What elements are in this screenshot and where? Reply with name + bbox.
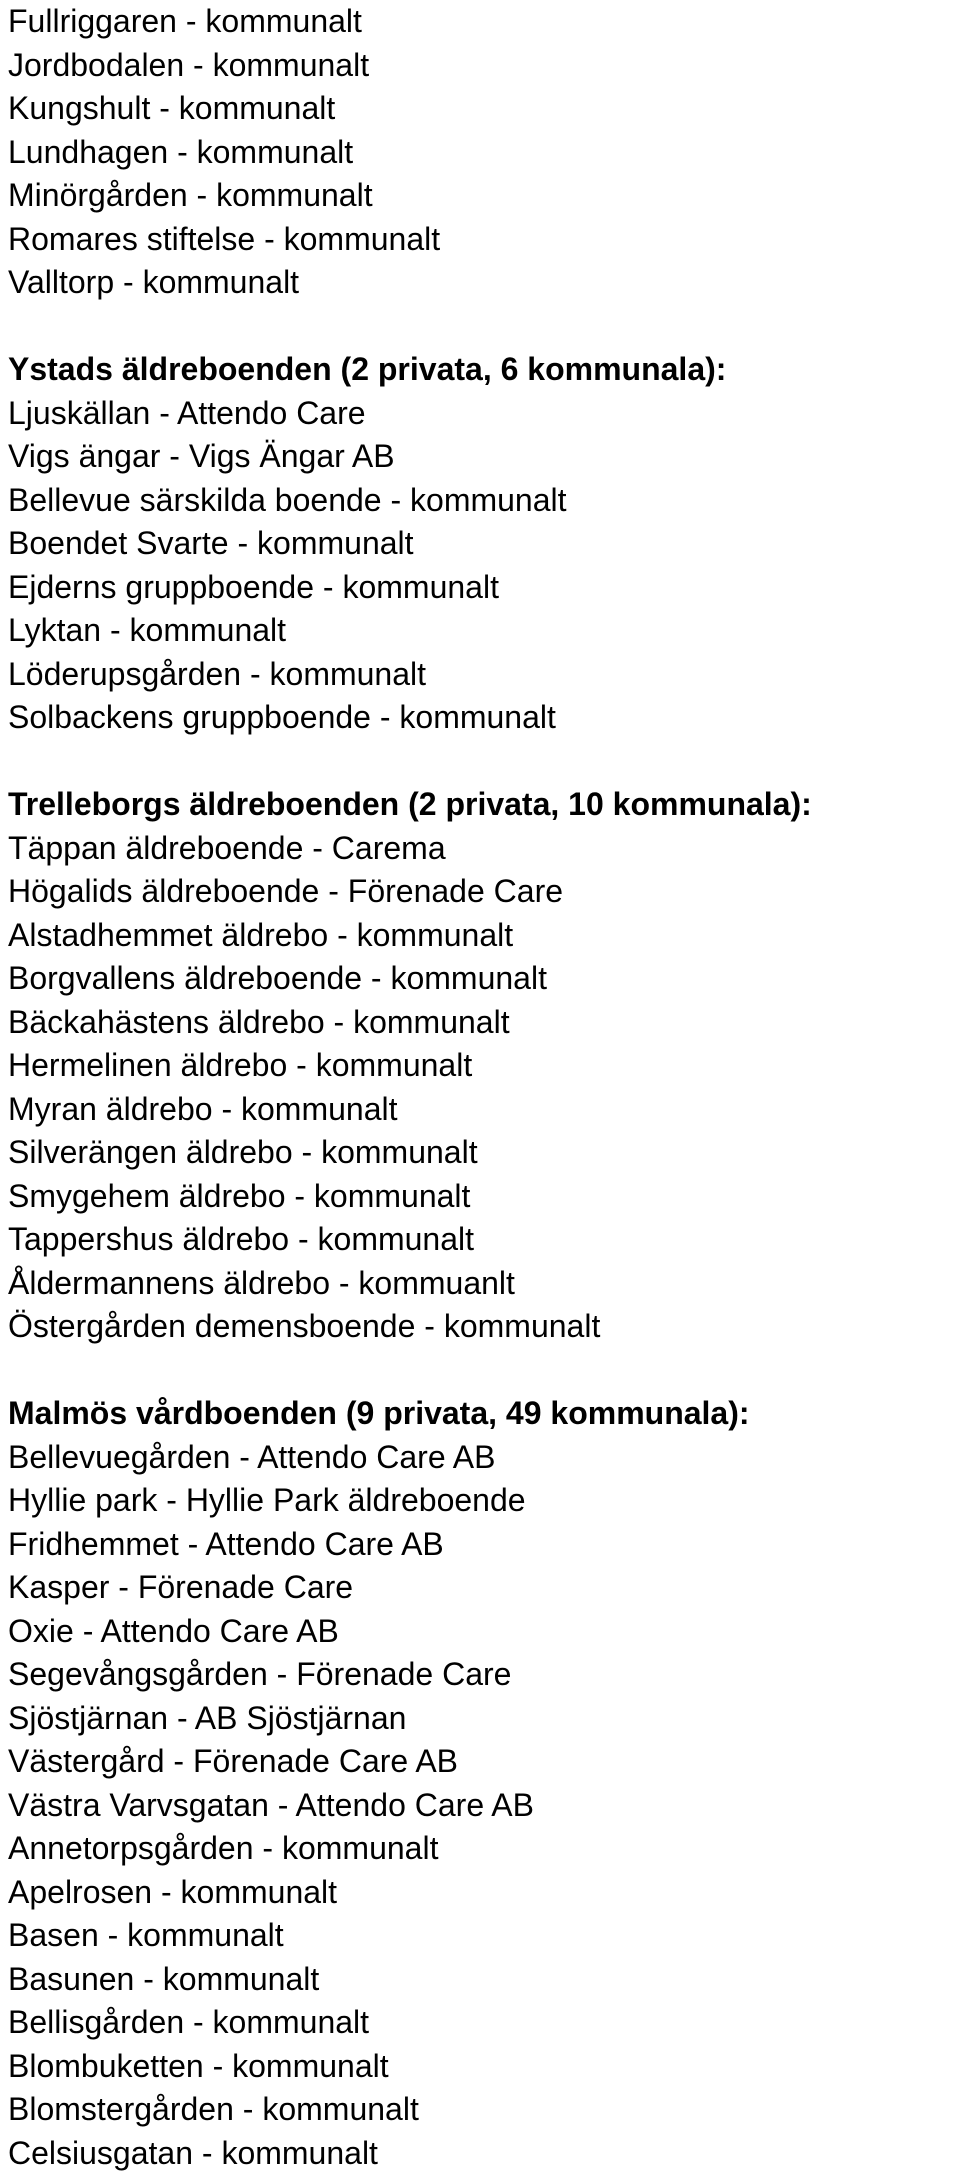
document-page: [8, 0, 953, 2175]
facility-list-item: Basunen - kommunalt: [8, 1960, 320, 1997]
facility-list-item: Fridhemmet - Attendo Care AB: [8, 1525, 444, 1562]
facility-list-item: Oxie - Attendo Care AB: [8, 1612, 339, 1649]
facility-list-item: Lyktan - kommunalt: [8, 612, 287, 648]
facility-list-item: Blomstergården - kommunalt: [8, 2091, 419, 2127]
facility-list-item: Blombuketten - kommunalt: [8, 2047, 389, 2084]
facility-list-item: Romares stiftelse - kommunalt: [8, 220, 441, 257]
facility-list-item: Annetorpsgården - kommunalt: [8, 1830, 439, 1866]
facility-list-item: Västergård - Förenade Care AB: [8, 1743, 459, 1779]
facility-list-item: Silverängen äldrebo - kommunalt: [8, 1134, 478, 1170]
facility-list-item: Jordbodalen - kommunalt: [8, 46, 370, 83]
facility-list-item: Östergården demensboende - kommunalt: [8, 1308, 601, 1344]
section-heading: Ystads äldreboenden (2 privata, 6 kommunala):: [8, 351, 727, 387]
facility-list-item: Smygehem äldrebo - kommunalt: [8, 1177, 471, 1214]
facility-list-item: Bellevue särskilda boende - kommunalt: [8, 481, 567, 518]
facility-list-item: Bäckahästens äldrebo - kommunalt: [8, 1003, 510, 1040]
section-spacer: [8, 1349, 953, 1393]
facility-list-item: Apelrosen - kommunalt: [8, 1873, 338, 1910]
facility-list-item: Bellevuegården - Attendo Care AB: [8, 1438, 496, 1475]
facility-section: [8, 783, 953, 1349]
facility-list-item: Ejderns gruppboende - kommunalt: [8, 568, 499, 605]
facility-list-item: Basen - kommunalt: [8, 1917, 284, 1953]
facility-list-item: Tappershus äldrebo - kommunalt: [8, 1221, 475, 1257]
section-spacer: [8, 305, 953, 349]
facility-list-item: Ljuskällan - Attendo Care: [8, 394, 366, 431]
facility-list-item: Högalids äldreboende - Förenade Care: [8, 873, 564, 909]
facility-list-item: Celsiusgatan - kommunalt: [8, 2134, 378, 2171]
facility-list-item: Sjöstjärnan - AB Sjöstjärnan: [8, 1699, 407, 1736]
section-heading: Malmös vårdboenden (9 privata, 49 kommunala):: [8, 1395, 750, 1431]
facility-list-item: Bellisgården - kommunalt: [8, 2004, 370, 2040]
facility-list-item: Täppan äldreboende - Carema: [8, 829, 446, 866]
facility-list-item: Valltorp - kommunalt: [8, 264, 300, 300]
facility-list-item: Solbackens gruppboende - kommunalt: [8, 699, 556, 735]
facility-list-item: Västra Varvsgatan - Attendo Care AB: [8, 1786, 534, 1823]
facility-list-item: Boendet Svarte - kommunalt: [8, 525, 414, 561]
facility-list-item: Hyllie park - Hyllie Park äldreboende: [8, 1482, 526, 1518]
facility-section: [8, 0, 953, 305]
facility-list-item: Fullriggaren - kommunalt: [8, 3, 362, 39]
facility-list-item: Segevångsgården - Förenade Care: [8, 1656, 512, 1692]
facility-list-item: Myran äldrebo - kommunalt: [8, 1090, 398, 1127]
facility-list-item: Alstadhemmet äldrebo - kommunalt: [8, 916, 514, 953]
facility-list-item: Minörgården - kommunalt: [8, 177, 373, 213]
facility-list-item: Vigs ängar - Vigs Ängar AB: [8, 438, 395, 474]
facility-list-item: Kasper - Förenade Care: [8, 1569, 354, 1605]
facility-list-item: Löderupsgården - kommunalt: [8, 655, 427, 692]
facility-list-item: Hermelinen äldrebo - kommunalt: [8, 1047, 473, 1083]
facility-list-item: Åldermannens äldrebo - kommuanlt: [8, 1264, 515, 1301]
facility-list-item: Borgvallens äldreboende - kommunalt: [8, 960, 547, 996]
section-heading: Trelleborgs äldreboenden (2 privata, 10 kommunala):: [8, 786, 812, 822]
facility-section: [8, 348, 953, 740]
section-spacer: [8, 740, 953, 784]
facility-section: [8, 1392, 953, 2175]
facility-list-item: Lundhagen - kommunalt: [8, 133, 354, 170]
facility-list-item: Kungshult - kommunalt: [8, 90, 336, 126]
